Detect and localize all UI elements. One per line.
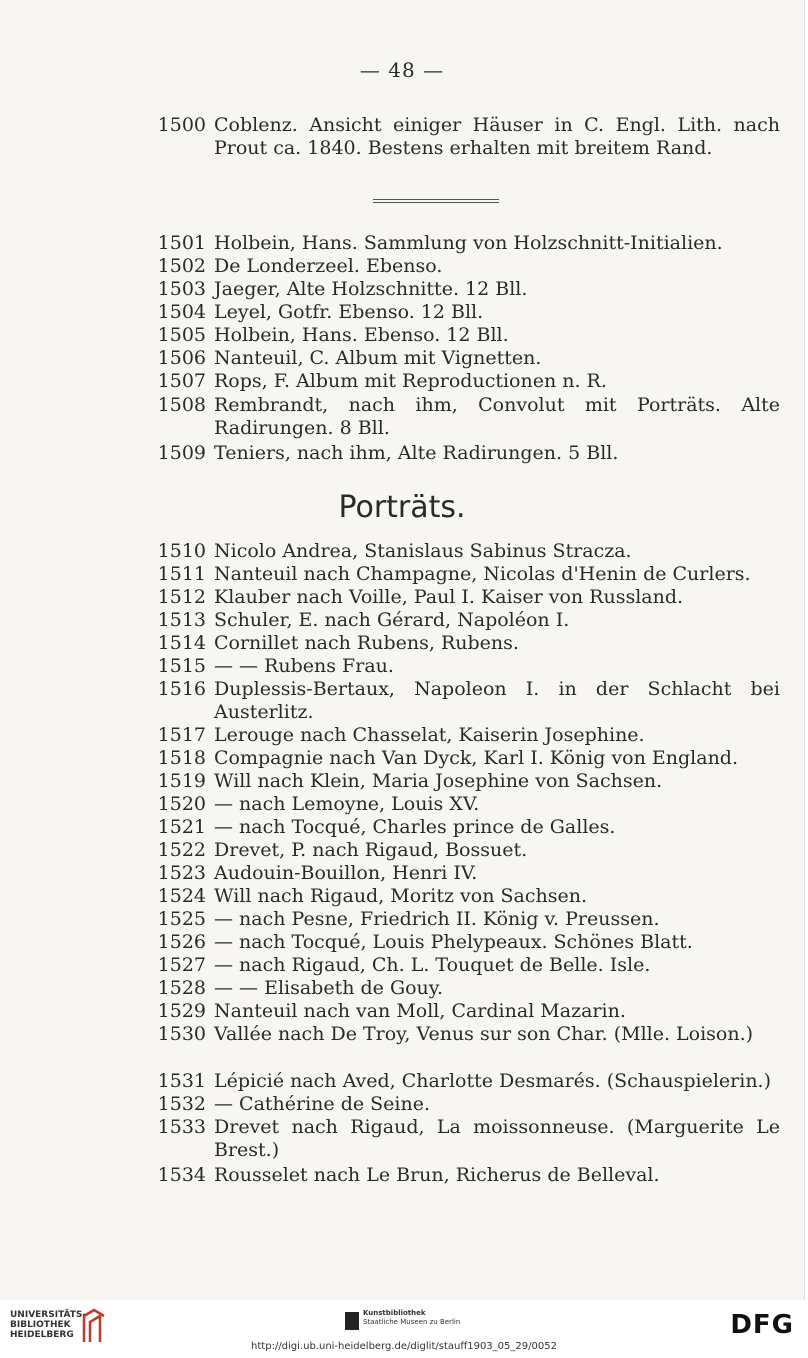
- catalog-entry: [140, 586, 780, 609]
- dfg-logo: DFG: [730, 1310, 794, 1340]
- entry-number: 1515: [157, 655, 206, 677]
- entry-text: Holbein, Hans. Ebenso. 12 Bll.: [214, 324, 509, 346]
- entry-text: Coblenz. Ansicht einiger Häuser in C. Engl. Lith. nach Prout ca. 1840. Bestens erhalten mit breitem Rand.: [214, 114, 780, 159]
- entry-number: 1504: [157, 301, 206, 323]
- entry-number: 1516: [157, 678, 206, 700]
- entry-text: — nach Rigaud, Ch. L. Touquet de Belle. Isle.: [214, 954, 651, 976]
- entry-text: Drevet nach Rigaud, La moissonneuse. (Marguerite Le Brest.): [214, 1116, 780, 1161]
- source-url-link[interactable]: http://digi.ub.uni-heidelberg.de/diglit/stauff1903_05_29/0052: [251, 1341, 557, 1352]
- footer-bar: [0, 1300, 808, 1358]
- entry-number: 1521: [157, 816, 206, 838]
- entry-number: 1530: [157, 1023, 206, 1045]
- entry-text: — Cathérine de Seine.: [214, 1093, 431, 1115]
- entry-number: 1514: [157, 632, 206, 654]
- entry-number: 1507: [157, 370, 206, 392]
- kunstbibliothek-title: Kunstbibliothek: [363, 1309, 426, 1317]
- catalog-entry: [140, 908, 780, 931]
- section-divider: [373, 199, 499, 203]
- entry-number: 1520: [157, 793, 206, 815]
- entry-text: Jaeger, Alte Holzschnitte. 12 Bll.: [214, 278, 528, 300]
- entry-text: Will nach Klein, Maria Josephine von Sachsen.: [214, 770, 663, 792]
- entry-number: 1533: [157, 1116, 206, 1138]
- entry-text: — nach Tocqué, Louis Phelypeaux. Schönes Blatt.: [214, 931, 693, 953]
- entry-number: 1518: [157, 747, 206, 769]
- catalog-entry: [140, 678, 780, 724]
- catalog-entry: [140, 839, 780, 862]
- entry-number: 1503: [157, 278, 206, 300]
- catalog-entry: [140, 632, 780, 655]
- catalog-entry: [140, 747, 780, 770]
- kunstbibliothek-logo-icon: [345, 1312, 359, 1330]
- catalog-entry: [140, 1070, 780, 1093]
- catalog-entry: [140, 563, 780, 586]
- catalog-entry: [140, 609, 780, 632]
- catalog-entry: [140, 442, 780, 465]
- entry-text: Vallée nach De Troy, Venus sur son Char. (Mlle. Loison.): [214, 1023, 754, 1045]
- entry-text: Nanteuil nach van Moll, Cardinal Mazarin.: [214, 1000, 626, 1022]
- entry-text: Nanteuil nach Champagne, Nicolas d'Henin de Curlers.: [214, 563, 751, 585]
- catalog-entry: [140, 1093, 780, 1116]
- catalog-entry: [140, 114, 780, 160]
- entry-text: Nanteuil, C. Album mit Vignetten.: [214, 347, 542, 369]
- catalog-entry: [140, 1116, 780, 1162]
- entry-text: Duplessis-Bertaux, Napoleon I. in der Schlacht bei Austerlitz.: [214, 678, 780, 723]
- entry-number: 1501: [157, 232, 206, 254]
- catalog-entry: [140, 347, 780, 370]
- catalog-entry: [140, 862, 780, 885]
- entry-number: 1528: [157, 977, 206, 999]
- entry-number: 1513: [157, 609, 206, 631]
- university-logo-icon: [80, 1308, 108, 1344]
- entry-text: — nach Lemoyne, Louis XV.: [214, 793, 480, 815]
- entry-number: 1524: [157, 885, 206, 907]
- entry-text: De Londerzeel. Ebenso.: [214, 255, 443, 277]
- entry-text: Will nach Rigaud, Moritz von Sachsen.: [214, 885, 587, 907]
- entry-text: — — Rubens Frau.: [214, 655, 394, 677]
- entry-text: Leyel, Gotfr. Ebenso. 12 Bll.: [214, 301, 484, 323]
- university-library-name: UNIVERSITÄTS- BIBLIOTHEK HEIDELBERG: [10, 1310, 87, 1340]
- catalog-entry: [140, 954, 780, 977]
- catalog-entry: [140, 394, 780, 440]
- entry-number: 1522: [157, 839, 206, 861]
- entry-number: 1517: [157, 724, 206, 746]
- catalog-entry: [140, 816, 780, 839]
- entry-text: Lerouge nach Chasselat, Kaiserin Josephine.: [214, 724, 645, 746]
- entry-text: Schuler, E. nach Gérard, Napoléon I.: [214, 609, 570, 631]
- section-heading: Porträts.: [338, 490, 466, 525]
- entry-number: 1523: [157, 862, 206, 884]
- entry-text: Klauber nach Voille, Paul I. Kaiser von Russland.: [214, 586, 684, 608]
- catalog-entry: [140, 301, 780, 324]
- entry-text: Compagnie nach Van Dyck, Karl I. König von England.: [214, 747, 739, 769]
- catalog-entry: [140, 724, 780, 747]
- kunstbibliothek-subtitle: Staatliche Museen zu Berlin: [363, 1318, 461, 1326]
- entry-number: 1510: [157, 540, 206, 562]
- entry-number: 1526: [157, 931, 206, 953]
- catalog-entry: [140, 540, 780, 563]
- entry-number: 1509: [157, 442, 206, 464]
- entry-number: 1532: [157, 1093, 206, 1115]
- entry-text: Drevet, P. nach Rigaud, Bossuet.: [214, 839, 528, 861]
- catalog-entry: [140, 885, 780, 908]
- entry-number: 1512: [157, 586, 206, 608]
- entry-text: Rembrandt, nach ihm, Convolut mit Porträts. Alte Radirungen. 8 Bll.: [214, 394, 780, 439]
- entry-text: Audouin-Bouillon, Henri IV.: [214, 862, 478, 884]
- entry-text: Lépicié nach Aved, Charlotte Desmarés. (Schauspielerin.): [214, 1070, 772, 1092]
- catalog-entry: [140, 278, 780, 301]
- catalog-entry: [140, 232, 780, 255]
- catalog-entry: [140, 1000, 780, 1023]
- entry-number: 1505: [157, 324, 206, 346]
- entry-number: 1508: [157, 394, 206, 416]
- entry-number: 1525: [157, 908, 206, 930]
- entry-number: 1527: [157, 954, 206, 976]
- entry-text: Rousselet nach Le Brun, Richerus de Belleval.: [214, 1164, 660, 1186]
- kunstbibliothek-credit: [363, 1309, 460, 1327]
- entry-number: 1506: [157, 347, 206, 369]
- catalog-entry: [140, 370, 780, 393]
- entry-text: Rops, F. Album mit Reproductionen n. R.: [214, 370, 607, 392]
- entry-number: 1529: [157, 1000, 206, 1022]
- entry-text: — — Elisabeth de Gouy.: [214, 977, 444, 999]
- catalog-entry: [140, 1164, 780, 1187]
- entry-text: — nach Pesne, Friedrich II. König v. Preussen.: [214, 908, 660, 930]
- entry-number: 1531: [157, 1070, 206, 1092]
- entry-text: Holbein, Hans. Sammlung von Holzschnitt-Initialien.: [214, 232, 723, 254]
- entry-text: Teniers, nach ihm, Alte Radirungen. 5 Bll.: [214, 442, 619, 464]
- catalog-entry: [140, 1023, 780, 1046]
- catalog-entry: [140, 655, 780, 678]
- entry-text: Nicolo Andrea, Stanislaus Sabinus Stracza.: [214, 540, 632, 562]
- entry-number: 1502: [157, 255, 206, 277]
- entry-text: — nach Tocqué, Charles prince de Galles.: [214, 816, 616, 838]
- entry-text: Cornillet nach Rubens, Rubens.: [214, 632, 519, 654]
- entry-number: 1500: [157, 114, 206, 136]
- catalog-entry: [140, 977, 780, 1000]
- entry-number: 1511: [157, 563, 206, 585]
- catalog-entry: [140, 931, 780, 954]
- entry-number: 1534: [157, 1164, 206, 1186]
- catalog-entry: [140, 324, 780, 347]
- catalog-entry: [140, 255, 780, 278]
- catalog-entry: [140, 793, 780, 816]
- catalog-entry: [140, 770, 780, 793]
- page-number: — 48 —: [359, 58, 445, 82]
- entry-number: 1519: [157, 770, 206, 792]
